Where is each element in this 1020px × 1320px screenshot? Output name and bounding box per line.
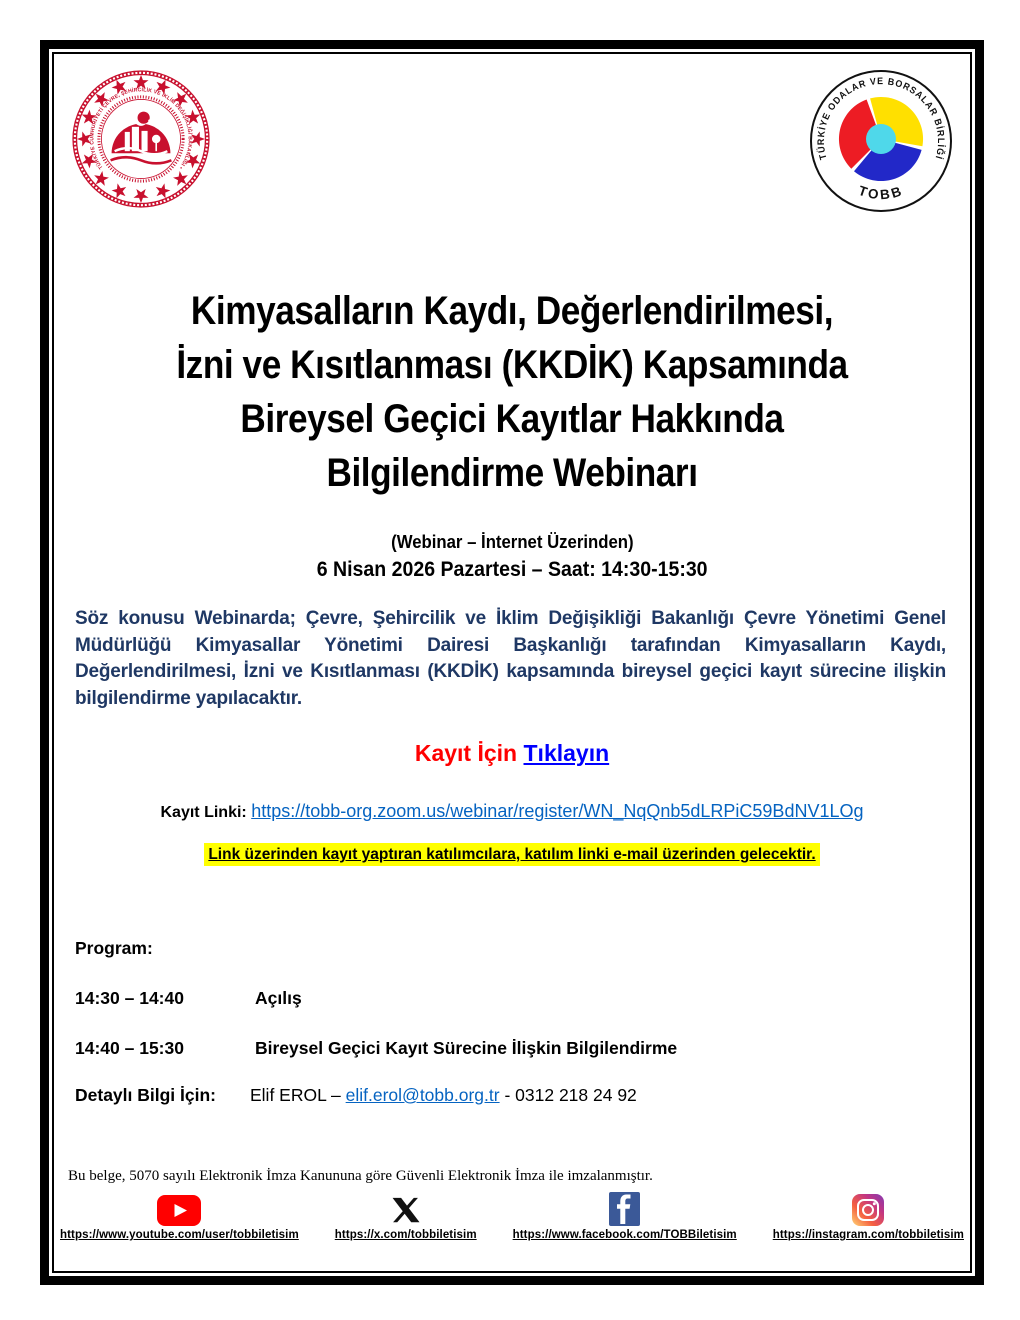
youtube-link[interactable]: https://www.youtube.com/user/tobbiletisim <box>60 1229 299 1241</box>
contact-phone: - 0312 218 24 92 <box>499 1085 637 1105</box>
registration-link-url[interactable]: https://tobb-org.zoom.us/webinar/register/WN_NqQnb5dLRPiC59BdNV1LOg <box>251 801 864 821</box>
program-heading: Program: <box>75 938 153 958</box>
tobb-ring-text: TÜRKİYE ODALAR VE BORSALAR BİRLİĞİ <box>815 76 947 162</box>
x-link[interactable]: https://x.com/tobbiletisim <box>334 1229 477 1241</box>
contact-email-link[interactable]: elif.erol@tobb.org.tr <box>345 1085 500 1105</box>
event-description: Söz konusu Webinarda; Çevre, Şehircilik ve İklim Değişikliği Bakanlığı Çevre Yönetimi Genel Müdürlüğü Kimyasallar Yönetimi Dairesi Başkanlığı tarafından Kimyasalların Kaydı, Değerlendirilmesi, İzni ve Kısıtlanması (KKDİK) kapsamında bireysel geçici kayıt sürecine ilişkin bilgilendirme yapılacaktır. <box>75 608 946 709</box>
highlight-note: Link üzerinden kayıt yaptıran katılımcılara, katılım linki e-mail üzerinden gelecektir. <box>204 843 819 866</box>
x-icon[interactable] <box>391 1196 421 1226</box>
registration-link-row <box>54 801 970 822</box>
contact-name: Elif EROL – <box>250 1085 346 1105</box>
highlight-note-row <box>54 846 970 864</box>
cta-label: Kayıt İçin <box>414 740 518 766</box>
youtube-icon[interactable] <box>157 1195 201 1226</box>
webinar-subtitle-row <box>54 532 970 553</box>
program-topic-1: Açılış <box>255 988 302 1008</box>
x-column <box>335 1196 477 1241</box>
webinar-datetime-row <box>54 558 970 582</box>
instagram-column <box>773 1194 964 1241</box>
page-title <box>54 284 970 500</box>
facebook-icon[interactable] <box>609 1192 640 1226</box>
facebook-link[interactable]: https://www.facebook.com/TOBBiletisim <box>512 1229 737 1241</box>
title-line-1: Kimyasalların Kaydı, Değerlendirilmesi, <box>190 289 834 333</box>
registration-cta <box>54 740 970 767</box>
contact-details <box>250 1085 637 1106</box>
tobb-logo <box>808 68 954 214</box>
ministry-ring-text: TÜRKİYE CUMHURİYETİ ÇEVRE, ŞEHİRCİLİK VE İKLİM DEĞİŞİKLİĞİ BAKANLIĞI • <box>89 87 193 171</box>
title-line-2: İzni ve Kısıtlanması (KKDİK) Kapsamında <box>176 343 848 387</box>
program-topic-2: Bireysel Geçici Kayıt Sürecine İlişkin Bilgilendirme <box>255 1038 678 1058</box>
webinar-datetime: 6 Nisan 2026 Pazartesi – Saat: 14:30-15:30 <box>316 558 708 581</box>
contact-label: Detaylı Bilgi İçin: <box>75 1085 216 1105</box>
title-line-3: Bireysel Geçici Kayıtlar Hakkında <box>240 397 784 441</box>
social-links-row <box>54 1192 970 1241</box>
instagram-link[interactable]: https://instagram.com/tobbiletisim <box>772 1229 964 1241</box>
program-row-1 <box>75 988 946 1009</box>
ministry-of-environment-logo <box>70 68 212 210</box>
document-border <box>40 40 984 1285</box>
program-time-2: 14:40 – 15:30 <box>75 1038 184 1058</box>
program-section <box>75 938 946 1106</box>
title-line-4: Bilgilendirme Webinarı <box>326 451 698 495</box>
webinar-subtitle: (Webinar – İnternet Üzerinden) <box>390 532 634 552</box>
contact-row <box>75 1085 946 1106</box>
program-time-1: 14:30 – 14:40 <box>75 988 184 1008</box>
youtube-column <box>60 1195 299 1241</box>
document-content <box>52 52 972 1273</box>
e-signature-disclaimer: Bu belge, 5070 sayılı Elektronik İmza Kanununa göre Güvenli Elektronik İmza ile imzalanmıştır. <box>68 1168 653 1184</box>
facebook-column <box>513 1192 737 1241</box>
registration-link-label: Kayıt Linki: <box>160 804 247 821</box>
header-logos <box>70 68 954 214</box>
cta-register-link[interactable]: Tıklayın <box>523 740 610 766</box>
instagram-icon[interactable] <box>852 1194 884 1226</box>
tobb-label: TOBB <box>856 182 906 203</box>
program-row-2 <box>75 1038 946 1059</box>
